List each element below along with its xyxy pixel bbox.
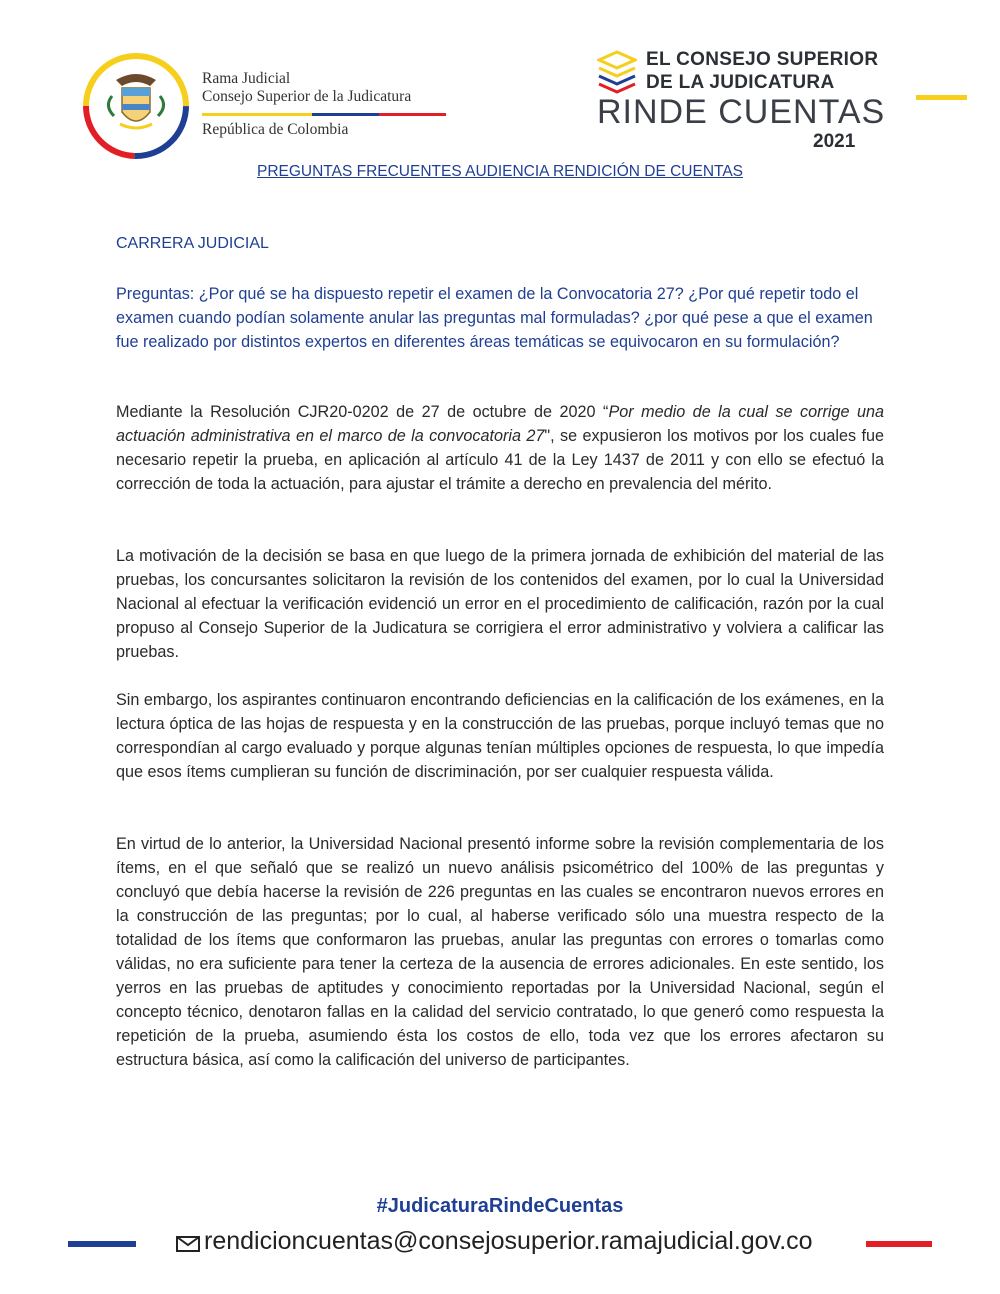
org-line-1: Rama Judicial [202,70,291,87]
paragraph-1-italic: Por medio de la cual se corrige una actuación administrativa en el marco de la convocatoria 27 [116,403,884,445]
footer-email: rendicioncuentas@consejosuperior.ramajudicial.gov.co [204,1227,813,1255]
paragraph-2: La motivación de la decisión se basa en que luego de la primera jornada de exhibición del material de las pruebas, los concursantes solicitaron la revisión de los contenidos del examen, por lo cual la Universidad Nacional al efectuar la verificación evidenció un error en el procedimiento de calificación, razón por la cual propuso al Consejo Superior de la Judicatura se corrigiera el error administrativo y volviera a calificar las pruebas. [116,547,884,661]
badge-line-3: RINDE CUENTAS [597,93,886,131]
colombia-seal-logo [80,50,192,162]
document-title: PREGUNTAS FRECUENTES AUDIENCIA RENDICIÓN DE CUENTAS [256,163,744,180]
envelope-icon [176,1236,200,1252]
badge-line-1: EL CONSEJO SUPERIOR [646,49,879,70]
yellow-accent-bar [916,95,967,100]
badge-line-2: DE LA JUDICATURA [646,72,835,93]
red-accent-bar [866,1241,932,1247]
section-title: CARRERA JUDICIAL [116,235,269,252]
paragraph-1-post: ", se expusieron los motivos por los cuales fue necesario repetir la prueba, en aplicación al artículo 41 de la Ley 1437 de 2011 y con ello se efectuó la corrección de toda la actuación, para ajustar el trámite a derecho en prevalencia del mérito. [116,427,884,493]
blue-accent-bar [68,1241,136,1247]
organization-name [202,70,411,106]
paragraph-1-pre: Mediante la Resolución CJR20-0202 de 27 de octubre de 2020 “ [116,403,609,421]
question-block: Preguntas: ¿Por qué se ha dispuesto repetir el examen de la Convocatoria 27? ¿Por qué repetir todo el examen cuando podían solamente anular las preguntas mal formuladas? ¿por qué pese a que el examen fue realizado por distintos expertos en diferentes áreas temáticas se equivocaron en su formulación? [116,285,873,351]
footer-hashtag: #JudicaturaRindeCuentas [376,1195,624,1217]
tricolor-rule [202,113,446,116]
paragraph-4: En virtud de lo anterior, la Universidad Nacional presentó informe sobre la revisión complementaria de los ítems, en el que señaló que se realizó un nuevo análisis psicométrico del 100% de las preguntas y concluyó que debía hacerse la revisión de 226 preguntas en las cuales se encontraron nuevos errores en la construcción de las preguntas; por lo cual, al haberse verificado sólo una muestra respecto de la totalidad de los ítems que conformaron las pruebas, anular las preguntas con errores o tomarlas como válidas, no era suficiente para tener la certeza de la ausencia de errores adicionales. En este sentido, los yerros en las pruebas de aptitudes y conocimiento reportadas por la Universidad Nacional, según el concepto técnico, denotaron fallas en la calidad del servicio contratado, lo que generó como respuesta la repetición de la prueba, asumiendo ésta los costos de ello, toda vez que los errores afectaron su estructura básica, así como la calificación del universo de participantes. [116,835,884,1069]
paragraph-3: Sin embargo, los aspirantes continuaron encontrando deficiencias en la calificación de los exámenes, en la lectura óptica de las hojas de respuesta y en la construcción de las pruebas, porque incluyó temas que no correspondían al cargo evaluado y porque algunas tenían múltiples opciones de respuesta, lo que impedía que esos ítems cumplieran su función de discriminación, por ser cualquier respuesta válida. [116,691,884,781]
paragraph-1 [116,400,884,496]
org-line-2: Consejo Superior de la Judicatura [202,88,412,105]
stacked-layers-icon [597,50,637,94]
badge-year: 2021 [813,131,856,152]
org-country: República de Colombia [202,121,349,138]
